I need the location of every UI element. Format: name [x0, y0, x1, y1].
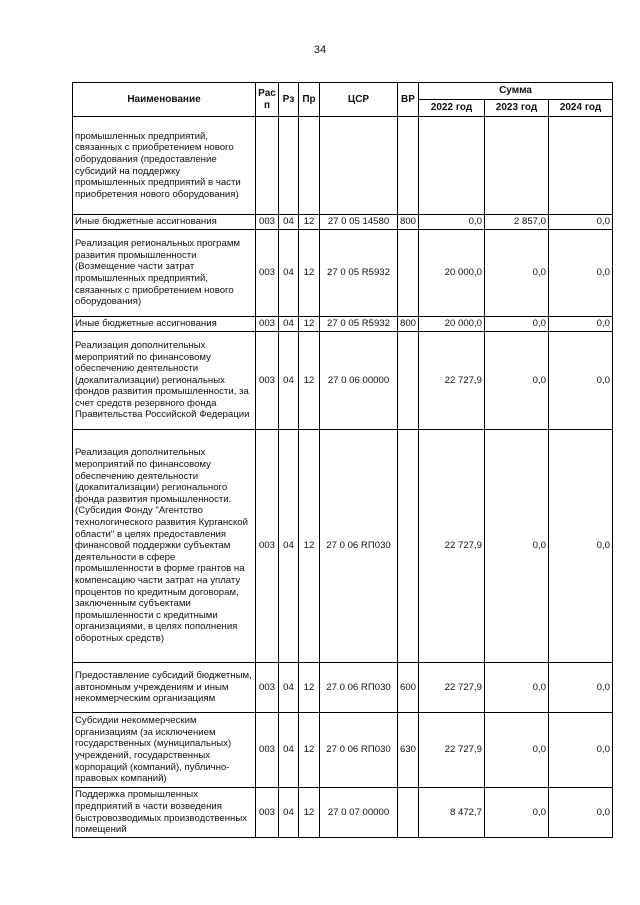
row-2024: 0,0 [549, 332, 613, 430]
table-row [73, 117, 613, 215]
row-rasp: 003 [256, 663, 279, 713]
row-rz: 04 [279, 230, 299, 317]
row-rasp: 003 [256, 215, 279, 230]
row-rz: 04 [279, 332, 299, 430]
row-vr [398, 788, 419, 838]
row-rz: 04 [279, 215, 299, 230]
row-name: Предоставление субсидий бюджетным, автономным учреждениям и иным некоммерческим организациям [73, 663, 256, 713]
row-2023: 0,0 [485, 713, 549, 788]
row-csr: 27 0 07 00000 [320, 788, 398, 838]
row-2023: 0,0 [485, 788, 549, 838]
budget-table [72, 82, 613, 838]
page-number: 34 [313, 44, 327, 56]
row-vr: 630 [398, 713, 419, 788]
table-row [73, 788, 613, 838]
row-2024 [549, 117, 613, 215]
row-csr: 27 0 05 14580 [320, 215, 398, 230]
row-2023: 2 857,0 [485, 215, 549, 230]
row-2024: 0,0 [549, 215, 613, 230]
row-2023 [485, 117, 549, 215]
table-row [73, 332, 613, 430]
row-2022: 22 727,9 [419, 332, 485, 430]
row-rasp: 003 [256, 788, 279, 838]
row-2022: 22 727,9 [419, 430, 485, 663]
table-row [73, 230, 613, 317]
row-vr: 800 [398, 317, 419, 332]
row-rasp: 003 [256, 230, 279, 317]
row-name: промышленных предприятий, связанных с приобретением нового оборудования (предоставление субсидий на поддержку промышленных предприятий в части приобретения нового оборудования) [73, 117, 256, 215]
row-vr [398, 332, 419, 430]
row-2023: 0,0 [485, 230, 549, 317]
row-csr: 27 0 06 00000 [320, 332, 398, 430]
row-name: Иные бюджетные ассигнования [73, 215, 256, 230]
row-2022: 8 472,7 [419, 788, 485, 838]
row-vr: 800 [398, 215, 419, 230]
header-sum: Сумма [419, 83, 613, 100]
row-2022: 22 727,9 [419, 713, 485, 788]
row-rz: 04 [279, 430, 299, 663]
row-pr: 12 [299, 430, 320, 663]
header-rz: Рз [279, 83, 299, 117]
row-vr [398, 430, 419, 663]
table-row [73, 317, 613, 332]
row-vr [398, 230, 419, 317]
row-rasp [256, 117, 279, 215]
row-rz: 04 [279, 713, 299, 788]
row-2024: 0,0 [549, 713, 613, 788]
row-2023: 0,0 [485, 663, 549, 713]
row-2023: 0,0 [485, 317, 549, 332]
header-csr: ЦСР [320, 83, 398, 117]
row-2024: 0,0 [549, 788, 613, 838]
row-csr: 27 0 06 RП030 [320, 663, 398, 713]
row-rasp: 003 [256, 317, 279, 332]
row-rasp: 003 [256, 332, 279, 430]
row-pr: 12 [299, 332, 320, 430]
header-pr: Пр [299, 83, 320, 117]
row-name: Иные бюджетные ассигнования [73, 317, 256, 332]
row-name: Реализация дополнительных мероприятий по финансовому обеспечению деятельности (докапитализации) регионального фонда развития промышленности. (Субсидия Фонду "Агентство технологического развития Курганской области" в целях предоставления финансовой поддержки субъектам деятельности в сфере промышленности в форме грантов на компенсацию части затрат на уплату процентов по кредитным договорам, заключенным субъектами промышленности с кредитными организациями, в целях пополнения оборотных средств) [73, 430, 256, 663]
row-2022 [419, 117, 485, 215]
row-name: Реализация региональных программ развития промышленности (Возмещение части затрат промышленных предприятий, связанных с приобретением нового оборудования) [73, 230, 256, 317]
table-body [73, 117, 613, 838]
row-vr: 600 [398, 663, 419, 713]
header-name: Наименование [73, 83, 256, 117]
row-name: Субсидии некоммерческим организациям (за исключением государственных (муниципальных) учреждений, государственных корпораций (компаний), публично-правовых компаний) [73, 713, 256, 788]
row-2024: 0,0 [549, 430, 613, 663]
row-vr [398, 117, 419, 215]
row-2024: 0,0 [549, 663, 613, 713]
row-pr: 12 [299, 215, 320, 230]
header-2022: 2022 год [419, 100, 485, 117]
row-csr: 27 0 05 R5932 [320, 317, 398, 332]
row-2024: 0,0 [549, 230, 613, 317]
row-rz: 04 [279, 317, 299, 332]
row-name: Поддержка промышленных предприятий в части возведения быстровозводимых производственных помещений [73, 788, 256, 838]
header-vr: ВР [398, 83, 419, 117]
row-csr: 27 0 06 RП030 [320, 713, 398, 788]
row-pr: 12 [299, 230, 320, 317]
header-rasp: Рас п [256, 83, 279, 117]
row-2022: 20 000,0 [419, 230, 485, 317]
table-row [73, 663, 613, 713]
row-2024: 0,0 [549, 317, 613, 332]
header-2024: 2024 год [549, 100, 613, 117]
row-rz: 04 [279, 663, 299, 713]
row-csr [320, 117, 398, 215]
row-pr: 12 [299, 713, 320, 788]
row-2023: 0,0 [485, 332, 549, 430]
row-rz [279, 117, 299, 215]
row-pr: 12 [299, 663, 320, 713]
header-2023: 2023 год [485, 100, 549, 117]
row-csr: 27 0 05 R5932 [320, 230, 398, 317]
table-row [73, 713, 613, 788]
row-2022: 22 727,9 [419, 663, 485, 713]
row-pr [299, 117, 320, 215]
table-row [73, 430, 613, 663]
row-pr: 12 [299, 788, 320, 838]
row-pr: 12 [299, 317, 320, 332]
row-csr: 27 0 06 RП030 [320, 430, 398, 663]
table-header [73, 83, 613, 117]
table-row [73, 215, 613, 230]
row-rasp: 003 [256, 430, 279, 663]
row-2022: 0,0 [419, 215, 485, 230]
row-rasp: 003 [256, 713, 279, 788]
row-2022: 20 000,0 [419, 317, 485, 332]
row-rz: 04 [279, 788, 299, 838]
row-2023: 0,0 [485, 430, 549, 663]
row-name: Реализация дополнительных мероприятий по финансовому обеспечению деятельности (докапитализации) региональных фондов развития промышленности, за счет средств резервного фонда Правительства Российской Федерации [73, 332, 256, 430]
